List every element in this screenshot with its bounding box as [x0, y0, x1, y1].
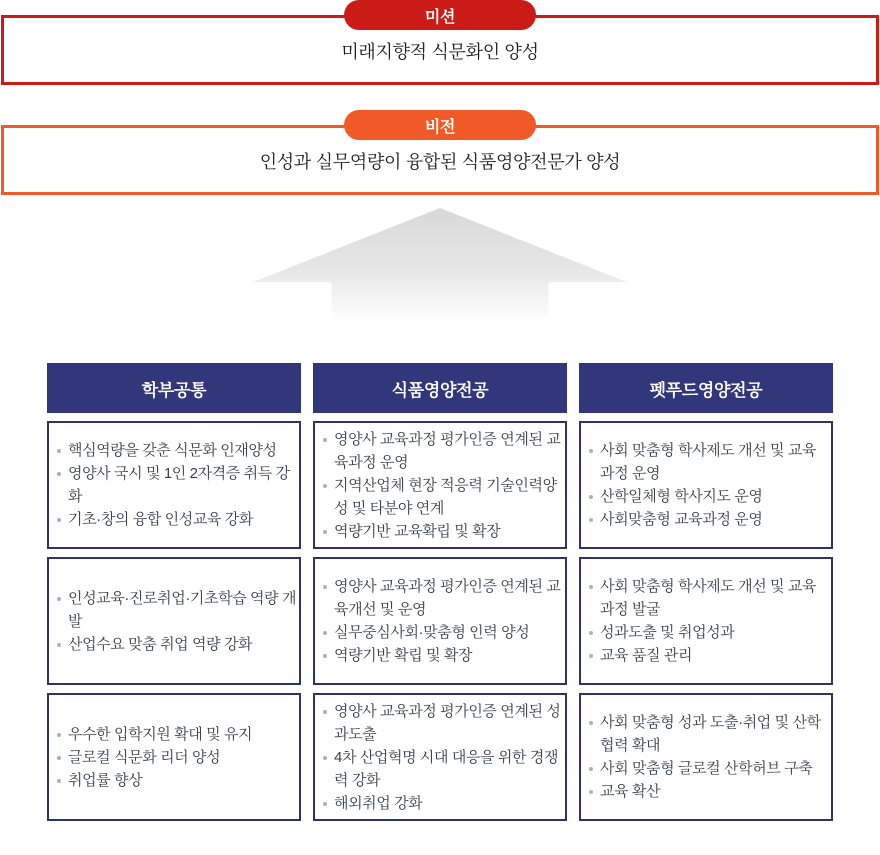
goal-item: 산학일체형 학사지도 운영 — [587, 485, 829, 508]
vision-badge: 비전 — [344, 110, 536, 140]
goal-item: 기초·창의 융합 인성교육 강화 — [55, 508, 297, 531]
goal-list — [55, 723, 297, 792]
mission-badge: 미션 — [344, 0, 536, 30]
goal-item: 교육 확산 — [587, 780, 829, 803]
vision-banner — [1, 118, 879, 195]
goal-list — [587, 575, 829, 667]
goal-item: 실무중심사회·맞춤형 인력 양성 — [321, 621, 563, 644]
goal-item: 영양사 국시 및 1인 2자격증 취득 강화 — [55, 462, 297, 508]
goal-item: 성과도출 및 취업성과 — [587, 621, 829, 644]
column-header-petfood-nutrition: 펫푸드영양전공 — [579, 363, 833, 413]
goal-list — [321, 575, 563, 667]
goal-item: 인성교육·진로취업·기초학습 역량 개발 — [55, 587, 297, 633]
mission-vision-diagram — [0, 8, 880, 855]
goal-box-food-2 — [313, 557, 567, 685]
goal-item: 산업수요 맞춤 취업 역량 강화 — [55, 633, 297, 656]
goal-item: 취업률 향상 — [55, 769, 297, 792]
goal-box-petfood-2 — [579, 557, 833, 685]
goal-list — [321, 428, 563, 543]
goal-item: 역량기반 확립 및 확장 — [321, 644, 563, 667]
goal-box-common-1 — [47, 421, 301, 549]
goal-item: 교육 품질 관리 — [587, 644, 829, 667]
goal-item: 사회 맞춤형 성과 도출·취업 및 산학협력 확대 — [587, 711, 829, 757]
goal-list — [321, 700, 563, 815]
mission-banner — [1, 8, 879, 85]
column-header-undergrad-common: 학부공통 — [47, 363, 301, 413]
goal-item: 사회 맞춤형 학사제도 개선 및 교육과정 발굴 — [587, 575, 829, 621]
goal-item: 핵심역량을 갖춘 식문화 인재양성 — [55, 439, 297, 462]
goal-item: 사회 맞춤형 글로컬 산학허브 구축 — [587, 757, 829, 780]
goal-box-food-1 — [313, 421, 567, 549]
goal-item: 우수한 입학지원 확대 및 유지 — [55, 723, 297, 746]
column-header-food-nutrition: 식품영양전공 — [313, 363, 567, 413]
goal-item: 해외취업 강화 — [321, 792, 563, 815]
goal-item: 글로컬 식문화 리더 양성 — [55, 746, 297, 769]
goal-item: 4차 산업혁명 시대 대응을 위한 경쟁력 강화 — [321, 746, 563, 792]
goal-item: 사회 맞춤형 학사제도 개선 및 교육과정 운영 — [587, 439, 829, 485]
strategy-columns — [47, 363, 833, 821]
goal-item: 영양사 교육과정 평가인증 연계된 교육개선 및 운영 — [321, 575, 563, 621]
goal-box-common-2 — [47, 557, 301, 685]
vision-statement: 인성과 실무역량이 융합된 식품영양전문가 양성 — [259, 152, 621, 172]
goal-list — [587, 711, 829, 803]
up-arrow-icon — [253, 208, 627, 322]
up-arrow-shape — [253, 208, 627, 322]
goal-item: 영양사 교육과정 평가인증 연계된 교육과정 운영 — [321, 428, 563, 474]
goal-box-food-3 — [313, 693, 567, 821]
goal-item: 지역산업체 현장 적응력 기술인력양성 및 타분야 연계 — [321, 474, 563, 520]
goal-list — [55, 587, 297, 656]
goal-box-petfood-1 — [579, 421, 833, 549]
goal-box-common-3 — [47, 693, 301, 821]
goal-item: 사회맞춤형 교육과정 운영 — [587, 508, 829, 531]
goal-item: 영양사 교육과정 평가인증 연계된 성과도출 — [321, 700, 563, 746]
goal-item: 역량기반 교육확립 및 확장 — [321, 520, 563, 543]
goal-list — [587, 439, 829, 531]
goal-box-petfood-3 — [579, 693, 833, 821]
mission-statement: 미래지향적 식문화인 양성 — [341, 42, 539, 62]
goal-list — [55, 439, 297, 531]
